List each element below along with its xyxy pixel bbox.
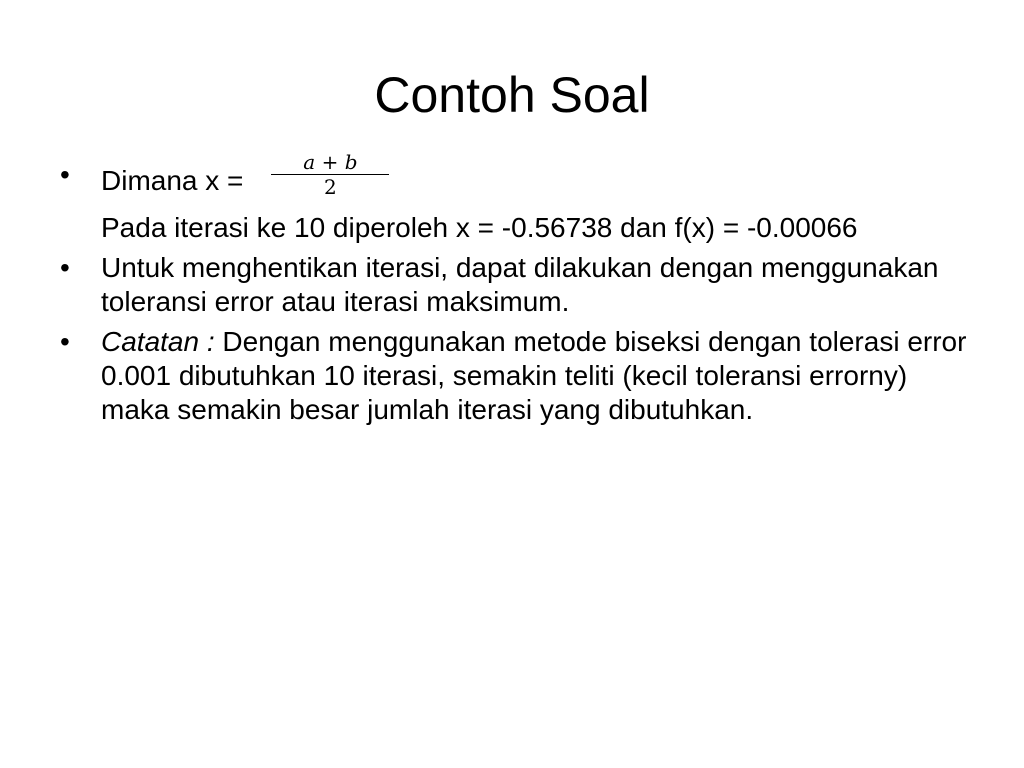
stopping-criteria-text: Untuk menghentikan iterasi, dapat dilakukan dengan menggunakan toleransi error atau iterasi maksimum. <box>101 252 939 317</box>
formula-label: Dimana x = <box>101 164 244 196</box>
bullet-icon: • <box>60 252 70 283</box>
bullet-icon: • <box>60 326 70 357</box>
fraction-numerator: a + b <box>303 150 358 174</box>
iteration-result-text: Pada iterasi ke 10 diperoleh x = -0.56738 dan f(x) = -0.00066 <box>101 212 858 243</box>
bullet-item-stopping <box>60 251 970 319</box>
formula-line <box>101 150 970 203</box>
bullet-icon: • <box>60 159 70 190</box>
bullet-item-note <box>60 325 970 427</box>
slide-title: Contoh Soal <box>374 67 650 123</box>
bullet-item-formula <box>60 150 970 203</box>
fraction-formula <box>271 152 389 197</box>
fraction-denominator: 2 <box>324 175 337 199</box>
note-label: Catatan : <box>101 326 215 357</box>
slide-content <box>60 150 970 433</box>
note-text: Dengan menggunakan metode biseksi dengan tolerasi error 0.001 dibutuhkan 10 iterasi, semakin teliti (kecil toleransi errorny) maka semakin besar jumlah iterasi yang dibutuhkan. <box>101 326 967 425</box>
